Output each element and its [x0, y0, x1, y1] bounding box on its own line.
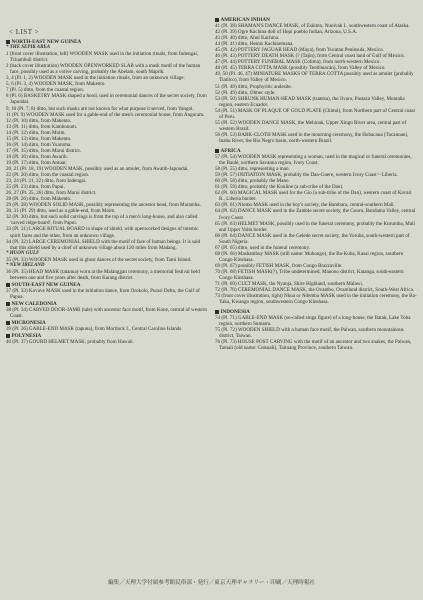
catalog-entry: 9, 10 (Pl. 7, 8) ditto, but such masks are not known for what purpose it served, from Yangol.	[6, 105, 194, 112]
catalog-entry: 35 (Pl. 33) WOODEN MASK used in ghost dances of the secret society, from Tami Island.	[6, 256, 192, 263]
square-bullet-icon	[6, 40, 10, 44]
catalog-entry: 36 (Pl. 35) HEAD MASK (tatanua) worn at the Malanggan ceremony, a memorial festival held between one and five years after death, from Karang district.	[6, 268, 200, 281]
catalog-entry: 1 (front cover illustration, left) WOODEN MASK used in the initiation rituals, from Indengai, Tchambuli district.	[6, 51, 199, 64]
section-heading-text: SOUTH-EAST NEW GUINEA	[11, 281, 81, 288]
catalog-entry: 3, 4 (Pl. 1, 2) WOODEN MASK used in the initiation rituals, from an unknown village.	[6, 75, 185, 82]
catalog-entry: 74 (Pl. 71) GABLE-END MASK (so-called singa figure) of a long-house, the Batak, Lake Toba region, northern Sumatra.	[215, 315, 411, 328]
catalog-entry: 11 (Pl. 9) WOODEN MASK used for a gable-end of the men's ceremonial house, from Angoram.	[6, 111, 205, 118]
spacer	[215, 305, 418, 308]
catalog-entry: 16 (Pl. 14) ditto, from Yuaruma.	[6, 141, 72, 148]
catalog-entry: 32 (Pl. 30) ditto, but such solid carvings is from the top of a men's long-house, and also called 'carved ridge-board', from Papui.	[6, 214, 198, 227]
sub-heading: * HUON GULF	[6, 250, 40, 256]
catalog-entry: 15 (Pl. 13) ditto, from Makento.	[6, 135, 72, 142]
right-column	[215, 16, 418, 352]
catalog-entry: 73 (front cover illustration, right) Nkoa or Ndemba MASK used in the initiation ceremony, the Ba-Yaka, Kwango region, southwestern Congo Kinshasa.	[215, 293, 417, 306]
section-heading-text: AMERICAN INDIAN	[220, 17, 270, 23]
catalog-entry: 76 (Pl. 73) HOUSE POST CARVING with the motif of an ancestor and two snakes, the Paiwan, Tamali (old name: Cutsuali), Taituang Province, southern Taiwan.	[215, 339, 412, 352]
catalog-entry: 5, 6 (Pl. 3, 4) WOODEN MASK, from Makento.	[6, 81, 106, 88]
catalog-entry: 38 (Pl. 34) CARVED DOOR-JAMB (tale) with ancestor face motif, from Kone, central of western Coast.	[6, 307, 207, 320]
catalog-entry: 70 (Pl. 68) FETISH MASK(?), Tribe undetermined, Manono district, Katanga, south-eastern Congo Kinshasa.	[215, 268, 404, 281]
catalog-entry: 57 (Pl. 54) WOODEN MASK representing a woman, used in the magical or funeral ceremonies, the Baulé, northern Savanna region, Ivory Coast.	[215, 154, 412, 167]
catalog-entry: 25 (Pl. 23) ditto, from Papui.	[6, 184, 65, 191]
catalog-entry: 41 (Pl. 38) SHAMAN'S DANCE MASK, of Eskimo, Nunivak I., southwestern coast of Alaska.	[215, 23, 410, 30]
catalog-entry: 43 (Pl. 40) ditto, Ahol Kachina.	[215, 35, 280, 42]
left-column	[6, 38, 209, 345]
catalog-entry: 37 (Pl. 33) Kovave MASK used in the initiation dance, from Orokolo, Purari Delta, the Gulf of Papua.	[6, 287, 200, 300]
catalog-entry: 19 (Pl. 17) ditto, from Antuar.	[6, 159, 67, 166]
catalog-entry: 63 (Pl. 61) Ntomo MASK used in the boy's society, the Bambara, central-southern Mali.	[215, 202, 395, 209]
catalog-entry: 56 (Pl. 53) BARK-CLOTH MASK used in the mourning ceremony, the Hobacana (Tucanoan), Inahu River, the Rio Negro basin, north-western Brazil.	[215, 131, 409, 144]
catalog-entry: 60 (Pl. 58) ditto, probably the Mano.	[215, 178, 290, 185]
catalog-entry: 7 (Pl. 5) ditto, from the coastal region.	[6, 87, 85, 94]
square-bullet-icon	[215, 310, 219, 314]
catalog-entry: 51 (Pl. 48) ditto, Prophyritic andesite.	[215, 83, 292, 90]
catalog-entry: 62 (Pl. 60) MAGICAL MASK used for the Gio (a sub-tribe of the Dan), western coast of Kavari R., Liberia border.	[215, 190, 412, 203]
catalog-entry: 46 (Pl. 43) POTTERY DEATH MASK (? (Tajin), from Central coast land of Gulf of Mexico.	[215, 53, 405, 60]
catalog-entry: 61 (Pl. 59) ditto, probably the Kouline (a sub-tribe of the Dan).	[215, 184, 344, 191]
list-title: < LIST >	[9, 28, 40, 36]
colophon: 編集／天理大学付属参考館民俗部・発行／東京天理ギャラリー・印刷／天理時報社	[108, 580, 315, 586]
catalog-entry: 44 (Pl. 41) ditto, Hemis Kachinemana.	[215, 41, 294, 48]
catalog-entry: 53 (Pl. 50) SHRUNK HUMAN-HEAD MASK (tsantsa), the Jivaro, Pastaza Valley, Montaña region, eastern Ecuador.	[215, 95, 405, 108]
catalog-entry: 67 (Pl. 65) ditto, used in the funeral ceremony.	[215, 244, 310, 251]
catalog-entry: 58 (Pl. 55) ditto, representing a man.	[215, 166, 290, 173]
catalog-entry: 20, 21 (Pl. 18, 19) WOODEN MASK, possibly used as an amulet, from Awatib-Japondai.	[6, 165, 189, 172]
section-heading-text: NEW CALEDONIA	[11, 301, 57, 308]
sub-heading: * NEW IRELAND	[6, 262, 45, 268]
catalog-entry: 28 (Pl. 26) ditto, from Makento.	[6, 196, 72, 203]
section-heading-text: NORTH-EAST NEW GUINEA	[11, 39, 82, 45]
catalog-entry: 30, 31 (Pl. 29) ditto, used as a gable-end, from Moim.	[6, 208, 116, 215]
catalog-entry: 14 (Pl. 12) ditto, from Moim.	[6, 129, 66, 136]
catalog-entry: 47 (Pl. 44) POTTERY FUNERAL MASK (Colima), from north-western Mexico.	[215, 59, 381, 66]
sub-heading: * THE SEPIK AREA	[6, 45, 51, 51]
catalog-entry: 13 (Pl. 11) ditto, from Kambonum.	[6, 123, 78, 130]
catalog-entry: 34 (Pl. 32) LARGE CEREMONIAL SHIELD with the motif of face of human beings. It is said that this shield used by a chief of unknown village about 120 miles from Madang.	[6, 238, 201, 251]
catalog-entry: 8 (Pl. 6) BASKETRY MASK shaped a hood, used in ceremonial dances of the secret society, from Japondai.	[6, 93, 207, 106]
catalog-entry: 12 (Pl. 10) ditto, from Makento.	[6, 117, 72, 124]
square-bullet-icon	[6, 334, 10, 338]
catalog-entry: 71 (Pl. 69) CULT MASK, the Nyanja, Shire Highland, southern Malawi.	[215, 281, 364, 288]
catalog-entry: 69 (Pl. 67) possibly FETISH MASK, from Congo Brazzaville.	[215, 262, 343, 269]
catalog-entry: 68 (Pl. 66) Mashambuy MASK (still name: Muhongo), the Ba-Kuba, Kasai region, southern Congo Kinshasa.	[215, 250, 404, 263]
catalog-entry: 29 (Pl. 28) WOODEN SOLID MASK, possibly representing the ancestor head, from Maramba.	[6, 202, 201, 209]
spacer	[215, 144, 418, 147]
catalog-entry: 48 (Pl. 45) TERRA COTTA MASK (possibly Teotihuacán), from Valley of Mexico.	[215, 65, 386, 72]
catalog-entry: 23, 24 (Pl. 21, 22) ditto, from Indengai.	[6, 178, 87, 185]
catalog-entry: 45 (Pl. 42) POTTERY JAGUAR HEAD (Maya), from Yucatan Peninsula, Mexico.	[215, 47, 384, 54]
catalog-entry: 42 (Pl. 39) Ogre Kachina doll of Hopi pueblo Indian, Arizona, U.S.A.	[215, 29, 358, 36]
catalog-entry: 17 (Pl. 15) ditto, from Marui district.	[6, 147, 82, 154]
catalog-entry: 54 (Pl. 51) MASK OF PLAQUE OF GOLD PLATE (Chimú), from Northern part of Central coast of Peru.	[215, 107, 415, 120]
catalog-entry: 65 (Pl. 63) HELMET MASK, possibly used in the funeral ceremony, probably the Kurumba, Mali and Upper Volta border.	[215, 220, 415, 233]
section-heading-text: MICRONESIA	[11, 320, 46, 327]
catalog-entry: 72 (Pl. 70) CEREMONIAL DANCE MASK, the Ovambo, Ovamland district, South-West Africa.	[215, 287, 415, 294]
catalog-entry: 66 (Pl. 64) DANCE MASK used in the Gelede secret society, the Yoruba, south-western part of South Nigeria.	[215, 232, 410, 245]
catalog-entry: 22 (Pl. 20) ditto, from the coastal region.	[6, 172, 90, 179]
section-heading-text: AFRICA	[220, 147, 241, 154]
catalog-entry: 26, 27 (Pl. 25, 26) ditto, from Marui district.	[6, 190, 97, 197]
section-heading-text: POLYNESIA	[11, 333, 42, 340]
catalog-entry: 59 (Pl. 57) INITIATION MASK, probably the Dan-Guere, western Ivory Coast～Liberia.	[215, 172, 398, 179]
catalog-entry: 49, 50 (Pl. 46, 47) MINIATURE MASKS OF TERRA COTTA possibly used as amulet (probably Tlatilco), from Valley of Mexico.	[215, 71, 414, 84]
catalog-entry: 64 (Pl. 62) DANCE MASK used in the Zamble secret society, the Gouro, Bandama Valley, central Ivory Coast.	[215, 208, 416, 221]
catalog-entry: 2 (back cover illustration) WOODEN OPENWORKED SLAB with a mask motif of the human face, possibly used as a votive carving, probably the Abelam, south Maprik.	[6, 63, 201, 76]
square-bullet-icon	[6, 283, 10, 287]
catalog-entry: 39 (Pl. 36) GABLE-END MASK (tapuna), from Mortlock I., Central Caroline Islands.	[6, 326, 183, 333]
catalog-entry: 75 (Pl. 72) WOODEN SHIELD with a human face motif, the Paiwan, southern mountainous district, Taiwan.	[215, 327, 404, 340]
catalog-entry: 52 (Pl. 49) ditto, Olmec style.	[215, 89, 276, 96]
square-bullet-icon	[6, 321, 10, 325]
square-bullet-icon	[215, 149, 219, 153]
catalog-entry: 40 (Pl. 37) GOURD HELMET MASK, probably from Hawaii.	[6, 339, 134, 346]
catalog-entry: 18 (Pl. 16) ditto, from Awarib.	[6, 153, 68, 160]
section-heading-text: INDONESIA	[220, 309, 250, 316]
catalog-entry: 33 (Pl. 31) LARGE RITUAL BOARD in shape of shield, with openworked designs of totemic spirit faces and the other, from an unknown village.	[6, 226, 199, 239]
square-bullet-icon	[6, 302, 10, 306]
square-bullet-icon	[215, 18, 219, 22]
catalog-entry: 55 (Pl. 52) WOODEN DANCE MASK, the Mehinak, Upper Xingu River area, central part of western Brazil.	[215, 119, 407, 132]
